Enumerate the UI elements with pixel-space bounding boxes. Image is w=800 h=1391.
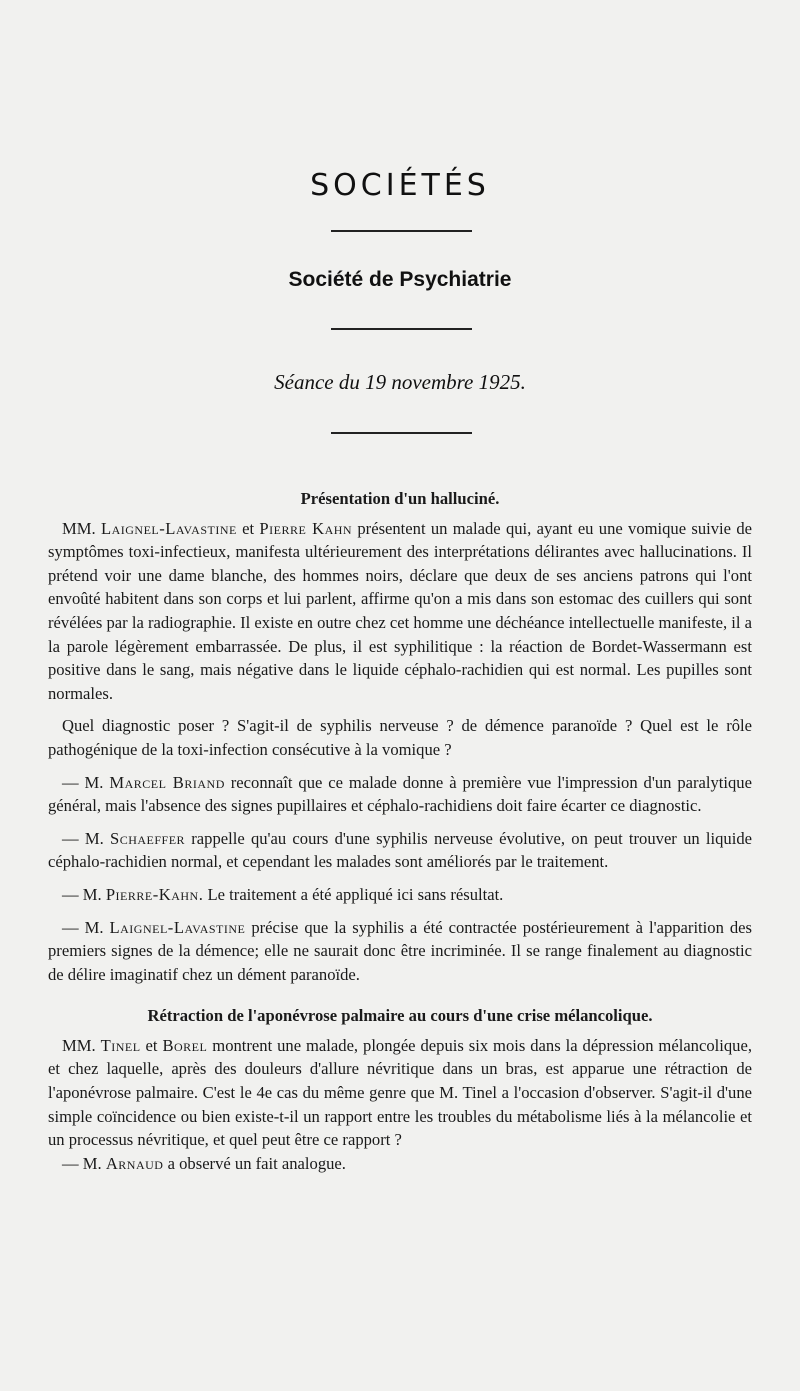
author-name: Arnaud bbox=[105, 1153, 164, 1173]
author-name: Borel bbox=[162, 1035, 208, 1055]
paragraph-lead: MM. bbox=[62, 518, 96, 538]
paragraph bbox=[48, 1152, 752, 1176]
article-body bbox=[48, 487, 752, 1184]
divider-rule bbox=[331, 328, 472, 330]
paragraph-text: a observé un fait analogue. bbox=[167, 1153, 346, 1173]
conjunction: et bbox=[242, 518, 255, 538]
paragraph-text: présentent un malade qui, ayant eu une vomique suivie de symptômes toxi-infectieux, manifesta ultérieurement des interprétations délirantes avec hallucinations. Il prétend voir une dame blanche, des hommes noirs, déclare que deux de ses anciens patrons qui l'ont envoûté habitent dans son corps et lui parlent, affirme qu'on a mis dans son estomac des cuillers qui sont révélées par la radiographie. Il existe en outre chez cet homme une déchéance intellectuelle manifeste, il a la parole légèrement embarrassée. De plus, il est syphilitique : la réaction de Bordet-Wassermann est positive dans le sang, mais négative dans le liquide céphalo-rachidien qui est normal. Les pupilles sont normales. bbox=[48, 518, 752, 703]
paragraph-lead: — M. bbox=[62, 828, 104, 848]
author-name: Pierre-Kahn. bbox=[105, 884, 204, 904]
paragraph bbox=[48, 883, 752, 907]
paragraph bbox=[48, 517, 752, 706]
paragraph-text: rappelle qu'au cours d'une syphilis nerveuse évolutive, on peut trouver un liquide céphalo-rachidien normal, et cependant les malades sont améliorés par le traitement. bbox=[48, 828, 752, 872]
paragraph-lead: — M. bbox=[62, 772, 104, 792]
society-title: Société de Psychiatrie bbox=[288, 268, 512, 291]
paragraph-text: reconnaît que ce malade donne à première vue l'impression d'un paralytique général, mais l'absence des signes pupillaires et céphalo-rachidiens doit faire écarter ce diagnostic. bbox=[48, 772, 752, 816]
author-name: Pierre Kahn bbox=[259, 518, 353, 538]
divider-rule bbox=[331, 230, 472, 232]
paragraph-text: précise que la syphilis a été contractée postérieurement à l'apparition des premiers signes de la démence; elle ne saurait donc être incriminée. Il se range finalement au diagnostic de délire imaginatif chez un dément paranoïde. bbox=[48, 917, 752, 984]
section-title: SOCIÉTÉS bbox=[310, 168, 490, 203]
section-heading: Présentation d'un halluciné. bbox=[300, 489, 500, 508]
author-name: Tinel bbox=[100, 1035, 141, 1055]
paragraph bbox=[48, 916, 752, 987]
paragraph bbox=[48, 714, 752, 761]
paragraph bbox=[48, 827, 752, 874]
section-heading: Rétraction de l'aponévrose palmaire au cours d'une crise mélancolique. bbox=[147, 1006, 653, 1026]
author-name: Laignel-Lavastine bbox=[100, 518, 237, 538]
paragraph-text: Le traitement a été appliqué ici sans résultat. bbox=[207, 884, 504, 904]
paragraph-lead: — M. bbox=[62, 884, 102, 904]
author-name: Laignel-Lavastine bbox=[109, 917, 246, 937]
paragraph-lead: — M. bbox=[62, 1153, 102, 1173]
paragraph bbox=[48, 771, 752, 818]
author-name: Marcel Briand bbox=[109, 772, 225, 792]
paragraph-text: montrent une malade, plongée depuis six mois dans la dépression mélancolique, et chez laquelle, après des douleurs d'allure névritique dans un bras, est apparue une rétraction de l'aponévrose palmaire. C'est le 4e cas du même genre que M. Tinel a l'occasion d'observer. S'agit-il d'une simple coïncidence ou bien existe-t-il un rapport entre les troubles du métabolisme liés à la mélancolie et un processus névritique, et quel peut être ce rapport ? bbox=[48, 1035, 752, 1150]
conjunction: et bbox=[145, 1035, 158, 1055]
divider-rule bbox=[331, 432, 472, 434]
paragraph-lead: MM. bbox=[62, 1035, 96, 1055]
session-date: Séance du 19 novembre 1925. bbox=[274, 370, 526, 394]
author-name: Schaeffer bbox=[109, 828, 186, 848]
paragraph-lead: — M. bbox=[62, 917, 104, 937]
paragraph bbox=[48, 1034, 752, 1152]
paragraph-text: Quel diagnostic poser ? S'agit-il de syphilis nerveuse ? de démence paranoïde ? Quel est le rôle pathogénique de la toxi-infection consécutive à la vomique ? bbox=[48, 716, 752, 759]
